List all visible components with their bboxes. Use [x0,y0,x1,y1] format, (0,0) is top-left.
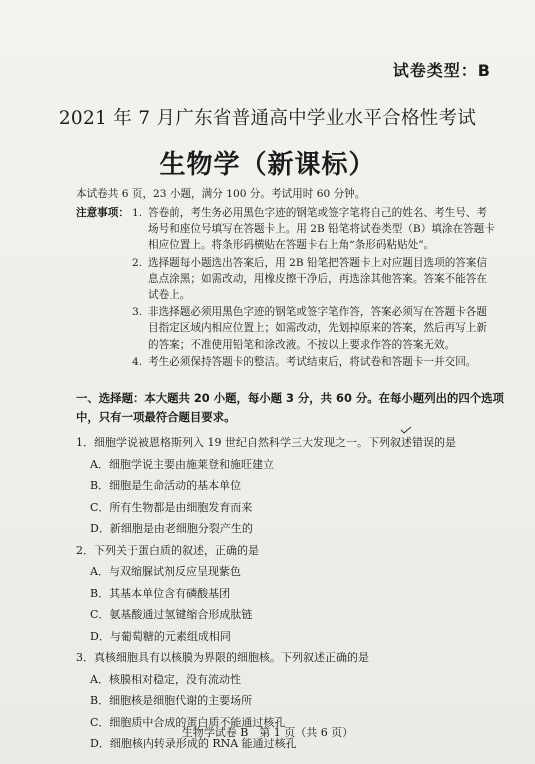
notice-num: 1. [132,207,143,219]
section-heading: 一、选择题：本大题共 20 小题，每小题 3 分，共 60 分。在每小题列出的四个选项中，只有一项最符合题目要求。 [76,391,504,424]
paper-type-label: 试卷类型：B [392,61,491,80]
option-d: D．与葡萄糖的元素组成相同 [90,629,231,643]
question-list [76,432,506,755]
option-c: C．所有生物都是由细胞发育而来 [90,500,253,514]
option-b: B．细胞核是细胞代谢的主要场所 [90,694,253,707]
notice-text: 考生必须保持答题卡的整洁。考试结束后，将试卷和答题卡一并交回。 [148,355,477,368]
question-stem: 1．细胞学说被恩格斯列入 19 世纪自然科学三大发现之一。下列叙述错误的是 [76,436,456,449]
notice-num: 2. [132,256,143,269]
option-c: C．氨基酸通过氢键缩合形成肽链 [90,608,253,621]
notice-text: 非选择题必须用黑色字迹的钢笔或签字笔作答，答案必须写在答题卡各题目指定区域内相应位置上；如需改动，先划掉原来的答案，然后再写上新的答案；不准使用铅笔和涂改液。不按以上要求作答的答案无效。 [148,306,487,351]
option-a: A．与双缩脲试剂反应呈现紫色 [90,565,241,578]
notice-item-1 [132,205,496,254]
question-stem: 2．下列关于蛋白质的叙述，正确的是 [76,543,259,557]
subject-title: 生物学（新课标） [159,150,376,180]
notice-label: 注意事项： [76,207,129,219]
exam-info: 本试卷共 6 页，23 小题，满分 100 分。考试用时 60 分钟。 [76,188,366,200]
notice-item-2 [132,255,496,304]
question-1 [76,432,506,540]
notice-num: 3. [132,306,143,319]
option-a: A．细胞学说主要由施莱登和施旺建立 [90,457,274,471]
exam-title: 2021 年 7 月广东省普通高中学业水平合格性考试 [58,108,477,129]
option-b: B．细胞是生命活动的基本单位 [90,479,242,492]
option-a: A．核膜相对稳定，没有流动性 [90,672,241,686]
option-b: B．其基本单位含有磷酸基团 [90,586,231,600]
notice-item-3 [132,304,496,353]
notice-num: 4. [132,355,143,368]
notice-row [76,205,496,370]
question-2 [76,540,506,648]
notice-text: 选择题每小题选出答案后，用 2B 铅笔把答题卡上对应题目选项的答案信息点涂黑；如需改动，用橡皮擦干净后，再选涂其他答案。答案不能答在试卷上。 [148,256,488,302]
option-d: D．细胞核内转录形成的 RNA 能通过核孔 [90,737,297,750]
notice-block [76,205,496,371]
option-d: D．新细胞是由老细胞分裂产生的 [90,522,253,535]
notice-text: 答卷前，考生务必用黑色字迹的钢笔或签字笔将自己的姓名、考生号、考场号和座位号填写在答题卡上。用 2B 铅笔将试卷类型（B）填涂在答题卡相应位置上。将条形码横贴在答题卡右上角“条形码粘贴处”。 [148,207,495,252]
option-c: C．细胞质中合成的蛋白质不能通过核孔 [90,715,286,729]
page-footer: 生物学试卷 B 第 1 页（共 6 页） [181,726,354,739]
question-stem: 3．真核细胞具有以核膜为界限的细胞核。下列叙述正确的是 [76,651,369,664]
notice-item-4 [132,354,496,370]
